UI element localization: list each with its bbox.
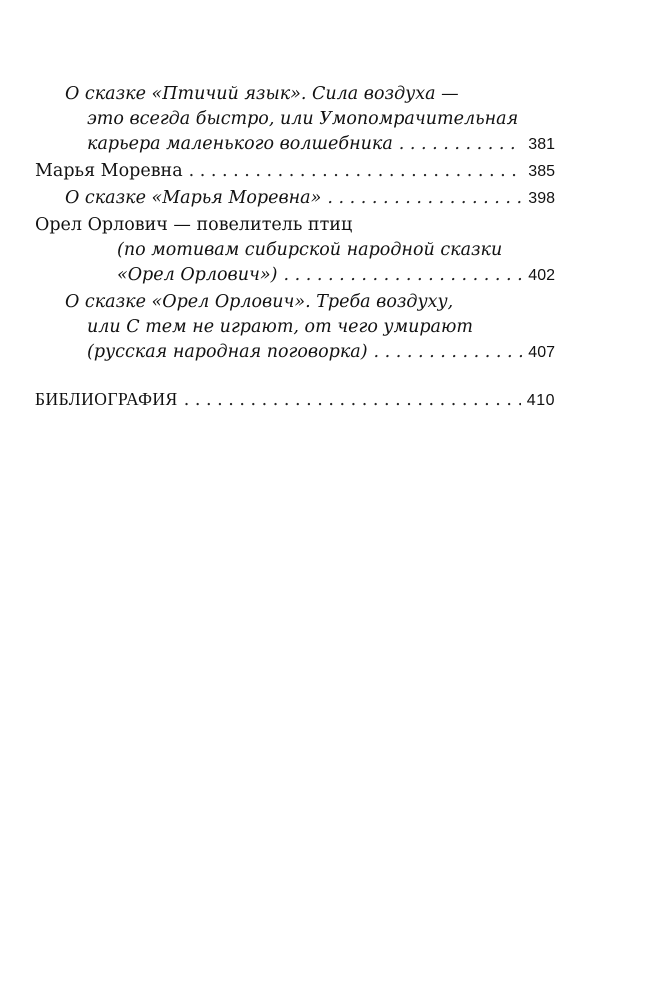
toc-entry-line bbox=[35, 238, 555, 263]
toc-page-number: 402 bbox=[528, 267, 555, 284]
toc-entry-line bbox=[35, 263, 555, 288]
leader-dots bbox=[184, 388, 521, 413]
bibliography-heading: БИБЛИОГРАФИЯ bbox=[35, 389, 178, 409]
toc-entry-text: О сказке «Марья Моревна» bbox=[65, 188, 322, 208]
toc-entry-line bbox=[35, 387, 555, 412]
toc-entry-text: карьера маленького волшебника bbox=[87, 134, 393, 154]
toc-entry-line bbox=[35, 340, 555, 365]
toc-page-number: 385 bbox=[528, 163, 555, 180]
toc-entry-line bbox=[35, 290, 555, 315]
toc-entry-line bbox=[35, 82, 555, 107]
toc-page-number: 381 bbox=[528, 136, 555, 153]
leader-dots bbox=[327, 186, 522, 211]
toc-entry-text: (по мотивам сибирской народной сказки bbox=[117, 240, 503, 260]
toc-entry-text: (русская народная поговорка) bbox=[87, 342, 368, 362]
leader-dots bbox=[283, 263, 522, 288]
toc-entry-text: Орел Орлович — повелитель птиц bbox=[35, 215, 353, 235]
toc-entry-line bbox=[35, 213, 555, 238]
toc-page-number: 407 bbox=[528, 344, 555, 361]
toc-entry-text: Марья Моревна bbox=[35, 161, 183, 181]
leader-dots bbox=[374, 340, 523, 365]
table-of-contents bbox=[35, 82, 555, 412]
leader-dots bbox=[399, 132, 523, 157]
leader-dots bbox=[189, 159, 523, 184]
toc-entry-text: «Орел Орлович») bbox=[117, 265, 278, 285]
toc-page-number: 410 bbox=[526, 392, 555, 409]
toc-entry-text: или С тем не играют, от чего умирают bbox=[87, 317, 473, 337]
toc-entry-line bbox=[35, 159, 555, 184]
toc-entry-line bbox=[35, 315, 555, 340]
toc-entry-text: это всегда быстро, или Умопомрачительная bbox=[87, 109, 519, 129]
toc-entry-line bbox=[35, 186, 555, 211]
toc-entry-text: О сказке «Орел Орлович». Треба воздуху, bbox=[65, 292, 454, 312]
toc-entry-line bbox=[35, 107, 555, 132]
toc-entry-line bbox=[35, 132, 555, 157]
toc-entry-text: О сказке «Птичий язык». Сила воздуха — bbox=[65, 84, 459, 104]
toc-page-number: 398 bbox=[528, 190, 555, 207]
